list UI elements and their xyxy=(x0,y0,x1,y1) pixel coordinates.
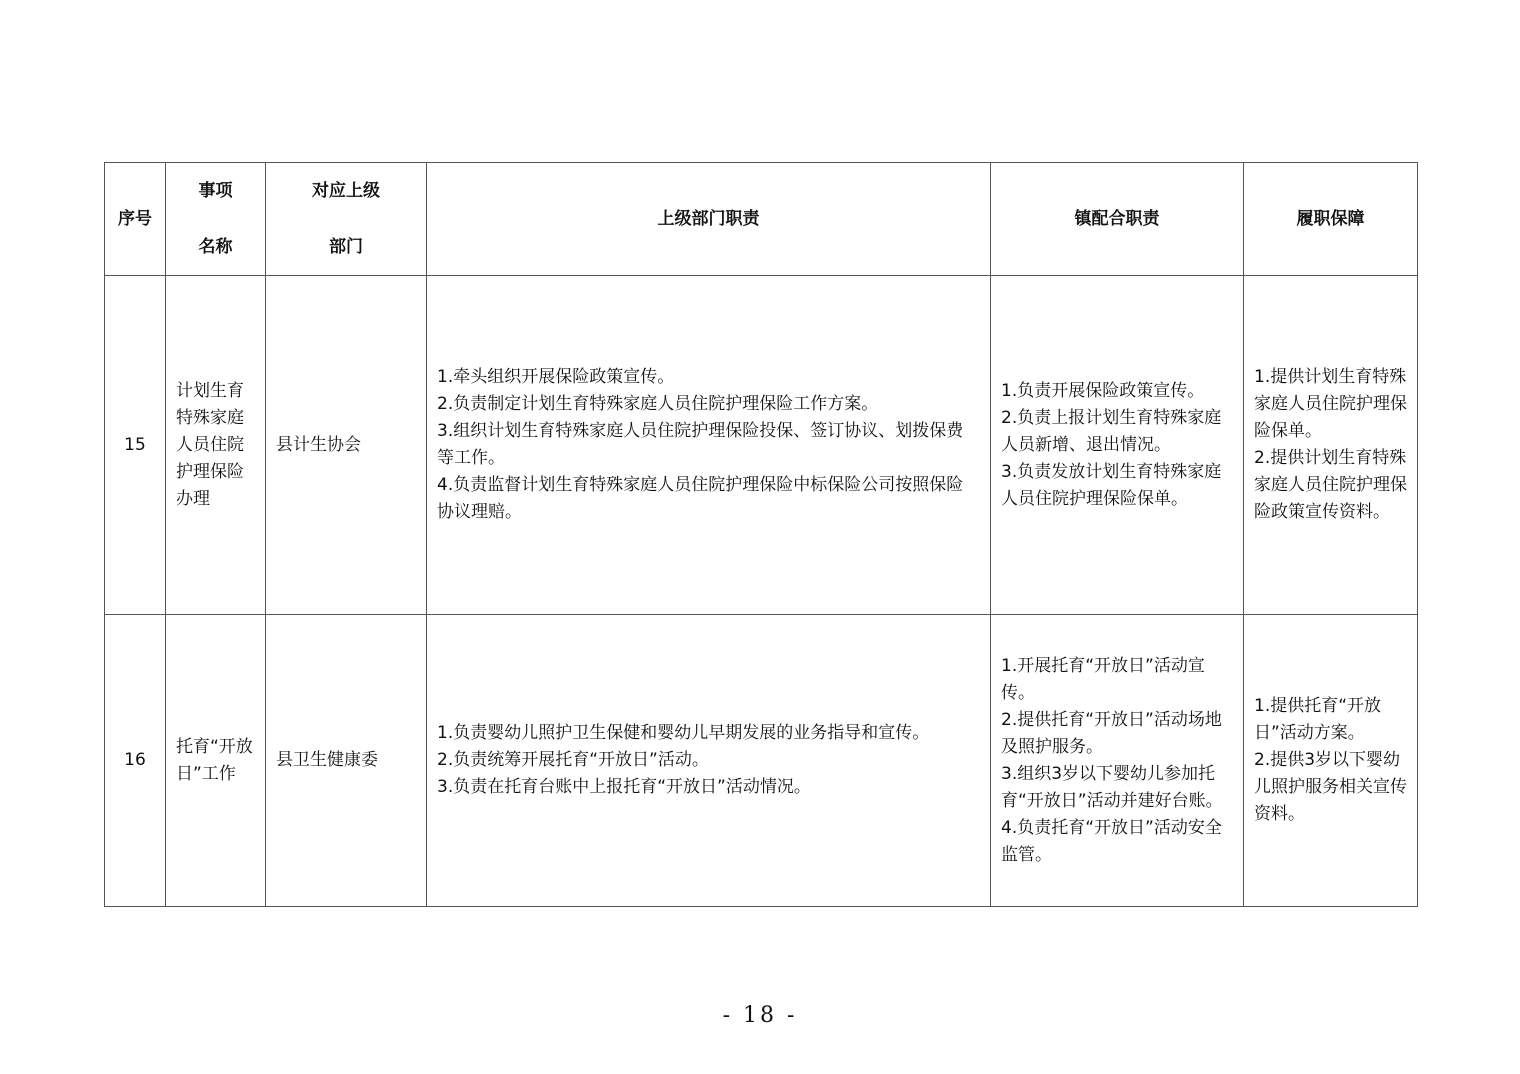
header-town-duty: 镇配合职责 xyxy=(991,163,1244,276)
header-upper-duty: 上级部门职责 xyxy=(427,163,991,276)
header-item-name xyxy=(166,163,266,276)
list-item: 2.提供3岁以下婴幼儿照护服务相关宣传资料。 xyxy=(1254,750,1407,824)
list-item: 1.牵头组织开展保险政策宣传。 xyxy=(437,367,675,387)
header-dept-line2: 部门 xyxy=(329,237,363,257)
table-row xyxy=(105,615,1418,907)
list-item: 2.负责上报计划生育特殊家庭人员新增、退出情况。 xyxy=(1001,407,1222,455)
list-item: 1.开展托育“开放日”活动宣传。 xyxy=(1001,655,1205,703)
header-dept-line1: 对应上级 xyxy=(312,181,380,201)
header-item-line1: 事项 xyxy=(198,181,233,201)
list-item: 2.负责制定计划生育特殊家庭人员住院护理保险工作方案。 xyxy=(437,394,879,414)
row-guarantee xyxy=(1244,276,1418,615)
upper-duty-list xyxy=(437,720,980,801)
list-item: 3.负责在托育台账中上报托育“开放日”活动情况。 xyxy=(437,777,811,797)
header-seq: 序号 xyxy=(105,163,166,276)
page-number: - 18 - xyxy=(722,1003,798,1028)
duty-table xyxy=(104,162,1418,907)
list-item: 4.负责托育“开放日”活动安全监管。 xyxy=(1001,817,1222,865)
header-guarantee: 履职保障 xyxy=(1244,163,1418,276)
row-town-duty xyxy=(991,276,1244,615)
row-item-name: 计划生育特殊家庭人员住院护理保险办理 xyxy=(166,276,266,615)
list-item: 1.提供托育“开放日”活动方案。 xyxy=(1254,696,1382,743)
table-row xyxy=(105,276,1418,615)
row-dept: 县计生协会 xyxy=(266,276,427,615)
list-item: 3.组织计划生育特殊家庭人员住院护理保险投保、签订协议、划拨保费等工作。 xyxy=(437,421,964,468)
list-item: 1.负责婴幼儿照护卫生保健和婴幼儿早期发展的业务指导和宣传。 xyxy=(437,723,930,743)
row-seq: 15 xyxy=(105,276,166,615)
list-item: 3.组织3岁以下婴幼儿参加托育“开放日”活动并建好台账。 xyxy=(1001,763,1223,811)
header-dept xyxy=(266,163,427,276)
row-upper-duty xyxy=(427,276,991,615)
list-item: 2.提供计划生育特殊家庭人员住院护理保险政策宣传资料。 xyxy=(1254,448,1407,522)
list-item: 1.提供计划生育特殊家庭人员住院护理保险保单。 xyxy=(1254,367,1407,441)
list-item: 1.负责开展保险政策宣传。 xyxy=(1001,380,1205,401)
table-header-row xyxy=(105,163,1418,276)
row-dept: 县卫生健康委 xyxy=(266,615,427,907)
row-guarantee xyxy=(1244,615,1418,907)
row-town-duty xyxy=(991,615,1244,907)
guarantee-list xyxy=(1254,693,1407,828)
row-upper-duty xyxy=(427,615,991,907)
upper-duty-list xyxy=(437,364,980,526)
town-duty-list xyxy=(1001,378,1233,513)
row-item-name: 托育“开放日”工作 xyxy=(166,615,266,907)
row-seq: 16 xyxy=(105,615,166,907)
list-item: 3.负责发放计划生育特殊家庭人员住院护理保险保单。 xyxy=(1001,461,1222,509)
list-item: 2.提供托育“开放日”活动场地及照护服务。 xyxy=(1001,709,1222,757)
list-item: 2.负责统筹开展托育“开放日”活动。 xyxy=(437,750,709,770)
list-item: 4.负责监督计划生育特殊家庭人员住院护理保险中标保险公司按照保险协议理赔。 xyxy=(437,475,964,522)
guarantee-list xyxy=(1254,364,1407,526)
header-item-line2: 名称 xyxy=(198,237,233,257)
town-duty-list xyxy=(1001,653,1233,869)
